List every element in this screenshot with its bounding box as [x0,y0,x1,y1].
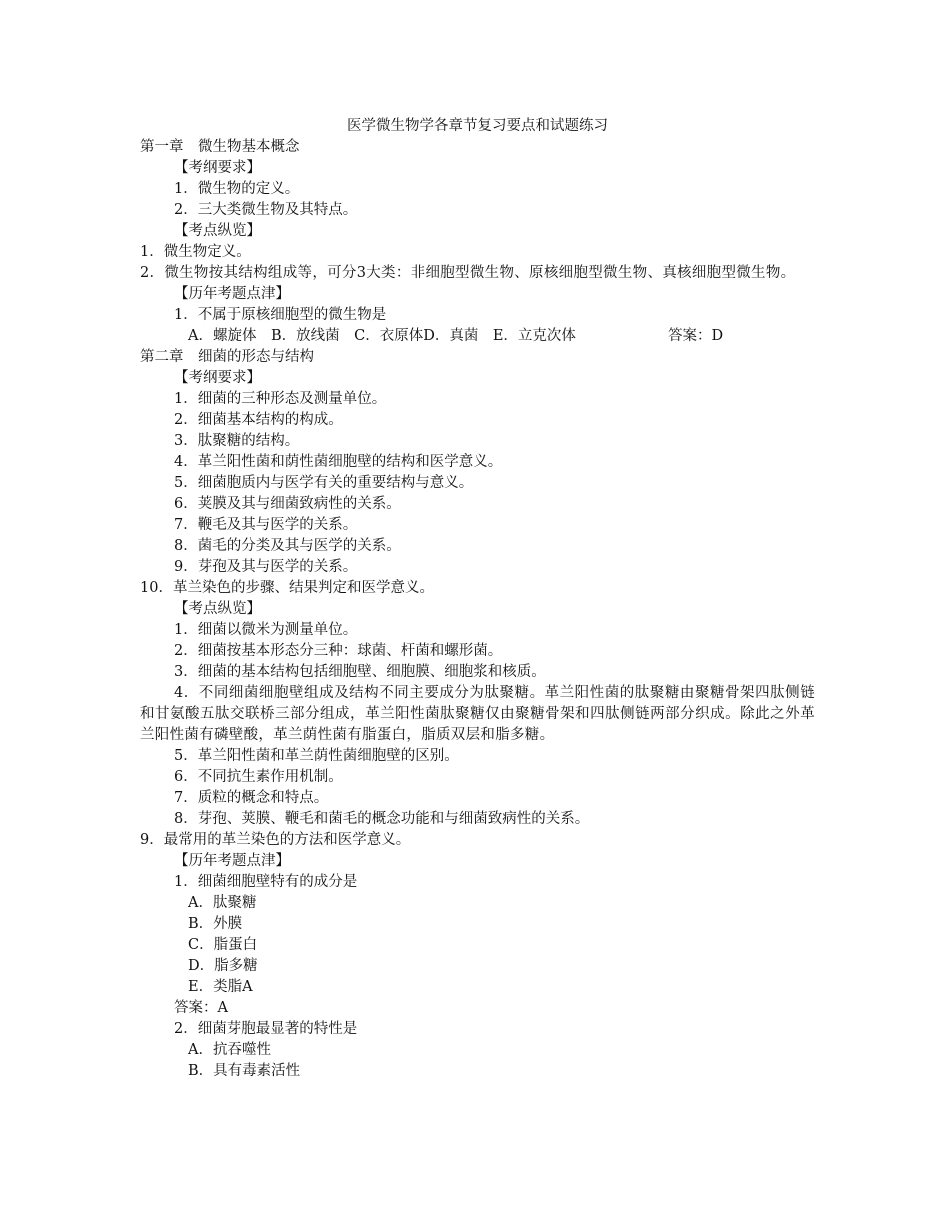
text-line: E．类脂A [188,979,253,995]
text-line: D．脂多糖 [188,958,258,974]
text-line: 1．细菌的三种形态及测量单位。 [174,391,387,407]
text-line: 2．细菌芽胞最显著的特性是 [174,1021,358,1037]
text-line: 3．细菌的基本结构包括细胞壁、细胞膜、细胞浆和核质。 [174,664,546,680]
chapter-2-exam-block [140,746,815,1082]
text-line: C．脂蛋白 [188,937,258,953]
text-line: 1．微生物的定义。 [174,181,300,197]
text-line: 【考点纵览】 [174,223,261,239]
text-line: 第一章 微生物基本概念 [140,139,300,155]
chapter-1-point-2: 2．微生物按其结构组成等，可分3大类：非细胞型微生物、原核细胞型微生物、真核细胞型微生物。 [140,265,796,281]
text-line: 1．不属于原核细胞型的微生物是 [174,307,387,323]
text-line: 2．三大类微生物及其特点。 [174,202,358,218]
text-line: 7．鞭毛及其与医学的关系。 [174,517,358,533]
text-line: 9．最常用的革兰染色的方法和医学意义。 [140,832,411,848]
text-line: 9．芽孢及其与医学的关系。 [174,559,358,575]
text-line: 6．不同抗生素作用机制。 [174,769,343,785]
text-line: 1．细菌细胞壁特有的成分是 [174,874,358,890]
text-line: 2．细菌基本结构的构成。 [174,412,343,428]
text-line: 8．芽孢、荚膜、鞭毛和菌毛的概念功能和与细菌致病性的关系。 [174,811,590,827]
document-body [140,116,815,1082]
text-line: 【考纲要求】 [174,160,261,176]
question-options-text: A．螺旋体 B．放线菌 C．衣原体D．真菌 E．立克次体 [188,328,576,344]
question-answer: 答案：D [668,328,724,344]
text-line: 8．菌毛的分类及其与医学的关系。 [174,538,401,554]
text-line: 【历年考题点津】 [174,286,290,302]
text-line: A．抗吞噬性 [188,1042,271,1058]
text-line: 7．质粒的概念和特点。 [174,790,329,806]
text-line: 【历年考题点津】 [174,853,290,869]
text-line: 2．细菌按基本形态分三种：球菌、杆菌和螺形菌。 [174,643,503,659]
text-line: 6．荚膜及其与细菌致病性的关系。 [174,496,401,512]
text-line: 4．革兰阳性菌和荫性菌细胞壁的结构和医学意义。 [174,454,503,470]
text-line: 答案：A [174,1000,228,1016]
text-line: 第二章 细菌的形态与结构 [140,349,314,365]
text-line: B．具有毒素活性 [188,1063,301,1079]
chapter-1-exam-block [140,284,815,326]
text-line: 1．细菌以微米为测量单位。 [174,622,358,638]
chapter-2-point-4: 4．不同细菌细胞壁组成及结构不同主要成分为肽聚糖。革兰阳性菌的肽聚糖由聚糖骨架四肽侧链和甘氨酸五肽交联桥三部分组成，革兰阳性菌肽聚糖仅由聚糖骨架和四肽侧链两部分织成。除此之外革兰阳性菌有磷壁酸，革兰荫性菌有脂蛋白，脂质双层和脂多糖。 [140,685,815,743]
chapter-2-block [140,347,815,683]
text-line: 1．微生物定义。 [140,244,251,260]
text-line: 3．肽聚糖的结构。 [174,433,300,449]
text-line: 10．革兰染色的步骤、结果判定和医学意义。 [140,580,434,596]
chapter-1-question-options [140,326,815,347]
text-line: A．肽聚糖 [188,895,257,911]
text-line: 【考纲要求】 [174,370,261,386]
chapter-1-block [140,137,815,263]
text-line: B．外膜 [188,916,243,932]
text-line: 【考点纵览】 [174,601,261,617]
document-title: 医学微生物学各章节复习要点和试题练习 [347,118,608,134]
text-line: 5．革兰阳性菌和革兰荫性菌细胞壁的区别。 [174,748,459,764]
text-line: 5．细菌胞质内与医学有关的重要结构与意义。 [174,475,474,491]
